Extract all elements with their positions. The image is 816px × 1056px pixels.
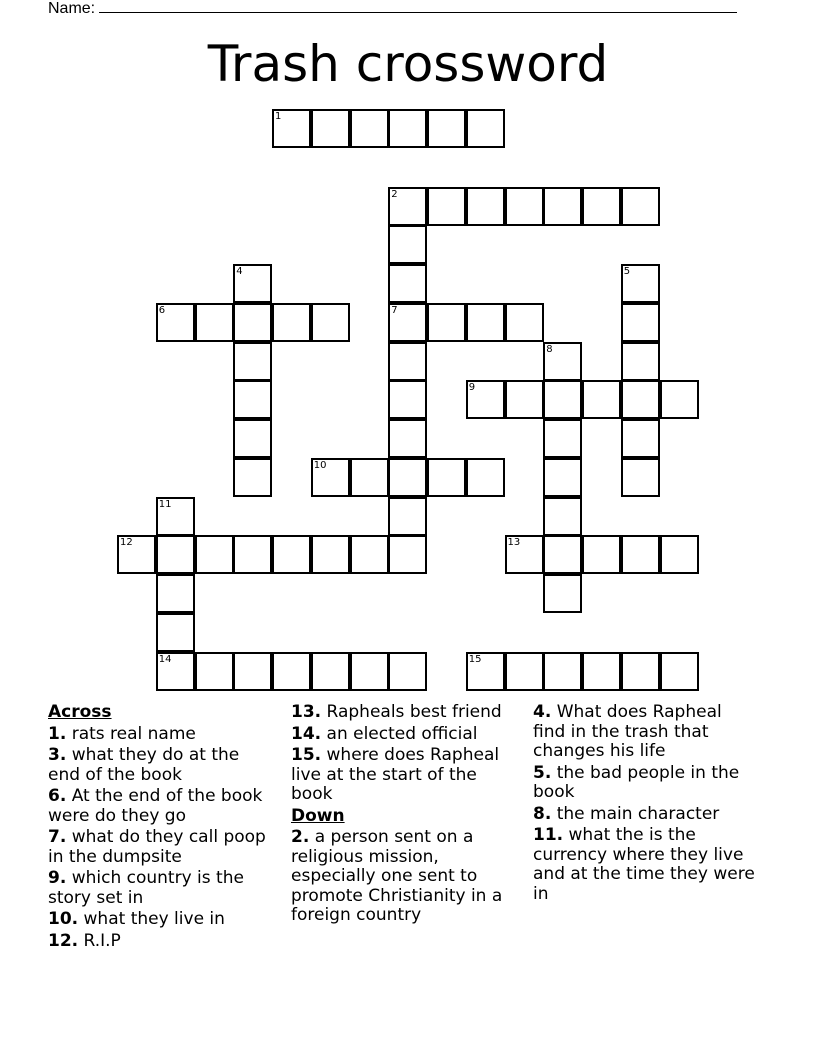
across-clue-12: 12. R.I.P — [48, 930, 121, 951]
down-clue-2: 2. a person sent on a religious mission, especially one sent to promote Christianity in a foreign country — [291, 827, 503, 925]
grid-cell[interactable] — [621, 303, 660, 342]
grid-cell[interactable] — [388, 264, 427, 303]
grid-cell[interactable] — [543, 458, 582, 497]
grid-cell[interactable] — [543, 380, 582, 419]
grid-cell[interactable] — [233, 419, 272, 458]
grid-cell[interactable] — [311, 652, 350, 691]
grid-cell[interactable] — [350, 109, 389, 148]
grid-cell[interactable] — [621, 419, 660, 458]
grid-cell[interactable] — [388, 380, 427, 419]
clue-number-label: 5 — [623, 266, 631, 277]
grid-cell[interactable] — [505, 303, 544, 342]
grid-cell[interactable] — [233, 264, 272, 303]
grid-cell[interactable] — [233, 652, 272, 691]
down-clue-4: 4. What does Rapheal find in the trash that changes his life — [533, 702, 722, 761]
grid-cell[interactable] — [350, 535, 389, 574]
grid-cell[interactable] — [582, 380, 621, 419]
clue-number-label: 8 — [546, 343, 553, 355]
clue-number-label: 13 — [507, 537, 521, 549]
grid-cell[interactable] — [388, 419, 427, 458]
grid-cell[interactable] — [466, 380, 505, 419]
grid-cell[interactable] — [156, 303, 195, 342]
grid-cell[interactable] — [466, 109, 505, 148]
grid-cell[interactable] — [621, 535, 660, 574]
grid-cell[interactable] — [427, 303, 466, 342]
grid-cell[interactable] — [350, 652, 389, 691]
grid-cell[interactable] — [621, 458, 660, 497]
grid-cell[interactable] — [543, 574, 582, 613]
grid-cell[interactable] — [543, 342, 582, 381]
grid-cell[interactable] — [272, 652, 311, 691]
grid-cell[interactable] — [388, 225, 427, 264]
across-heading: Across — [48, 702, 112, 722]
grid-cell[interactable] — [466, 652, 505, 691]
grid-cell[interactable] — [427, 187, 466, 226]
grid-cell[interactable] — [195, 535, 234, 574]
grid-cell[interactable] — [233, 380, 272, 419]
grid-cell[interactable] — [156, 497, 195, 536]
grid-cell[interactable] — [543, 535, 582, 574]
grid-cell[interactable] — [621, 187, 660, 226]
grid-cell[interactable] — [505, 535, 544, 574]
name-label: Name: — [48, 0, 96, 17]
grid-cell[interactable] — [233, 458, 272, 497]
across-clue-15: 15. where does Rapheal live at the start of the book — [291, 745, 500, 804]
across-clue-14: 14. an elected official — [291, 723, 478, 744]
grid-cell[interactable] — [233, 342, 272, 381]
grid-cell[interactable] — [466, 303, 505, 342]
clue-number-label: 4 — [236, 266, 243, 277]
grid-cell[interactable] — [350, 458, 389, 497]
grid-cell[interactable] — [505, 652, 544, 691]
grid-cell[interactable] — [505, 187, 544, 226]
across-clue-10: 10. what they live in — [48, 909, 225, 929]
grid-cell[interactable] — [272, 535, 311, 574]
grid-cell[interactable] — [543, 187, 582, 226]
clue-number-label: 12 — [120, 537, 133, 549]
grid-cell[interactable] — [311, 303, 350, 342]
grid-cell[interactable] — [233, 535, 272, 574]
grid-cell[interactable] — [233, 303, 272, 342]
grid-cell[interactable] — [582, 187, 621, 226]
clues-column-1 — [48, 703, 274, 953]
grid-cell[interactable] — [156, 535, 195, 574]
grid-cell[interactable] — [311, 109, 350, 148]
clue-number-label: 15 — [468, 653, 482, 665]
grid-cell[interactable] — [388, 458, 427, 497]
grid-cell[interactable] — [582, 535, 621, 574]
down-heading: Down — [291, 805, 345, 826]
page-title: Trash crossword — [207, 35, 609, 93]
grid-cell[interactable] — [388, 303, 427, 342]
across-clue-7: 7. what do they call poop in the dumpsite — [48, 827, 266, 867]
grid-cell[interactable] — [156, 574, 195, 613]
grid-cell[interactable] — [505, 380, 544, 419]
clues-column-3 — [533, 703, 759, 906]
grid-cell[interactable] — [311, 458, 350, 497]
grid-cell[interactable] — [117, 535, 156, 574]
grid-cell[interactable] — [543, 419, 582, 458]
across-clue-3: 3. what they do at the end of the book — [48, 745, 240, 785]
clue-number-label: 14 — [158, 653, 172, 665]
clue-number-label: 2 — [391, 188, 398, 200]
across-clue-6: 6. At the end of the book were do they go — [48, 786, 263, 826]
down-clue-5: 5. the bad people in the book — [533, 762, 740, 802]
grid-cell[interactable] — [388, 187, 427, 226]
grid-cell[interactable] — [621, 380, 660, 419]
grid-cell[interactable] — [388, 535, 427, 574]
clue-number-label: 7 — [391, 304, 398, 316]
grid-cell[interactable] — [621, 652, 660, 691]
grid-cell[interactable] — [388, 497, 427, 536]
grid-cell[interactable] — [543, 652, 582, 691]
grid-cell[interactable] — [466, 458, 505, 497]
clue-number-label: 10 — [313, 459, 327, 471]
grid-cell[interactable] — [388, 109, 427, 148]
grid-cell[interactable] — [660, 652, 699, 691]
grid-cell[interactable] — [660, 380, 699, 419]
clues-column-2 — [291, 703, 517, 928]
grid-cell[interactable] — [272, 109, 311, 148]
across-clue-1: 1. rats real name — [48, 723, 196, 744]
down-clue-8: 8. the main character — [533, 803, 720, 824]
grid-cell[interactable] — [156, 613, 195, 652]
grid-cell[interactable] — [621, 342, 660, 381]
grid-cell[interactable] — [543, 497, 582, 536]
across-clue-9: 9. which country is the story set in — [48, 868, 244, 908]
clue-number-label: 6 — [158, 304, 166, 316]
grid-cell[interactable] — [660, 535, 699, 574]
clue-number-label: 1 — [275, 111, 282, 122]
grid-cell[interactable] — [311, 535, 350, 574]
grid-cell[interactable] — [388, 342, 427, 381]
grid-cell[interactable] — [156, 652, 195, 691]
grid-cell[interactable] — [427, 109, 466, 148]
across-clue-13: 13. Rapheals best friend — [291, 702, 502, 722]
grid-cell[interactable] — [427, 458, 466, 497]
grid-cell[interactable] — [621, 264, 660, 303]
grid-cell[interactable] — [195, 652, 234, 691]
down-clue-11: 11. what the is the currency where they live and at the time they were in — [533, 825, 755, 904]
grid-cell[interactable] — [388, 652, 427, 691]
clue-number-label: 9 — [468, 382, 476, 394]
clue-number-label: 11 — [158, 498, 172, 510]
grid-cell[interactable] — [466, 187, 505, 226]
grid-cell[interactable] — [582, 652, 621, 691]
grid-cell[interactable] — [272, 303, 311, 342]
grid-cell[interactable] — [195, 303, 234, 342]
